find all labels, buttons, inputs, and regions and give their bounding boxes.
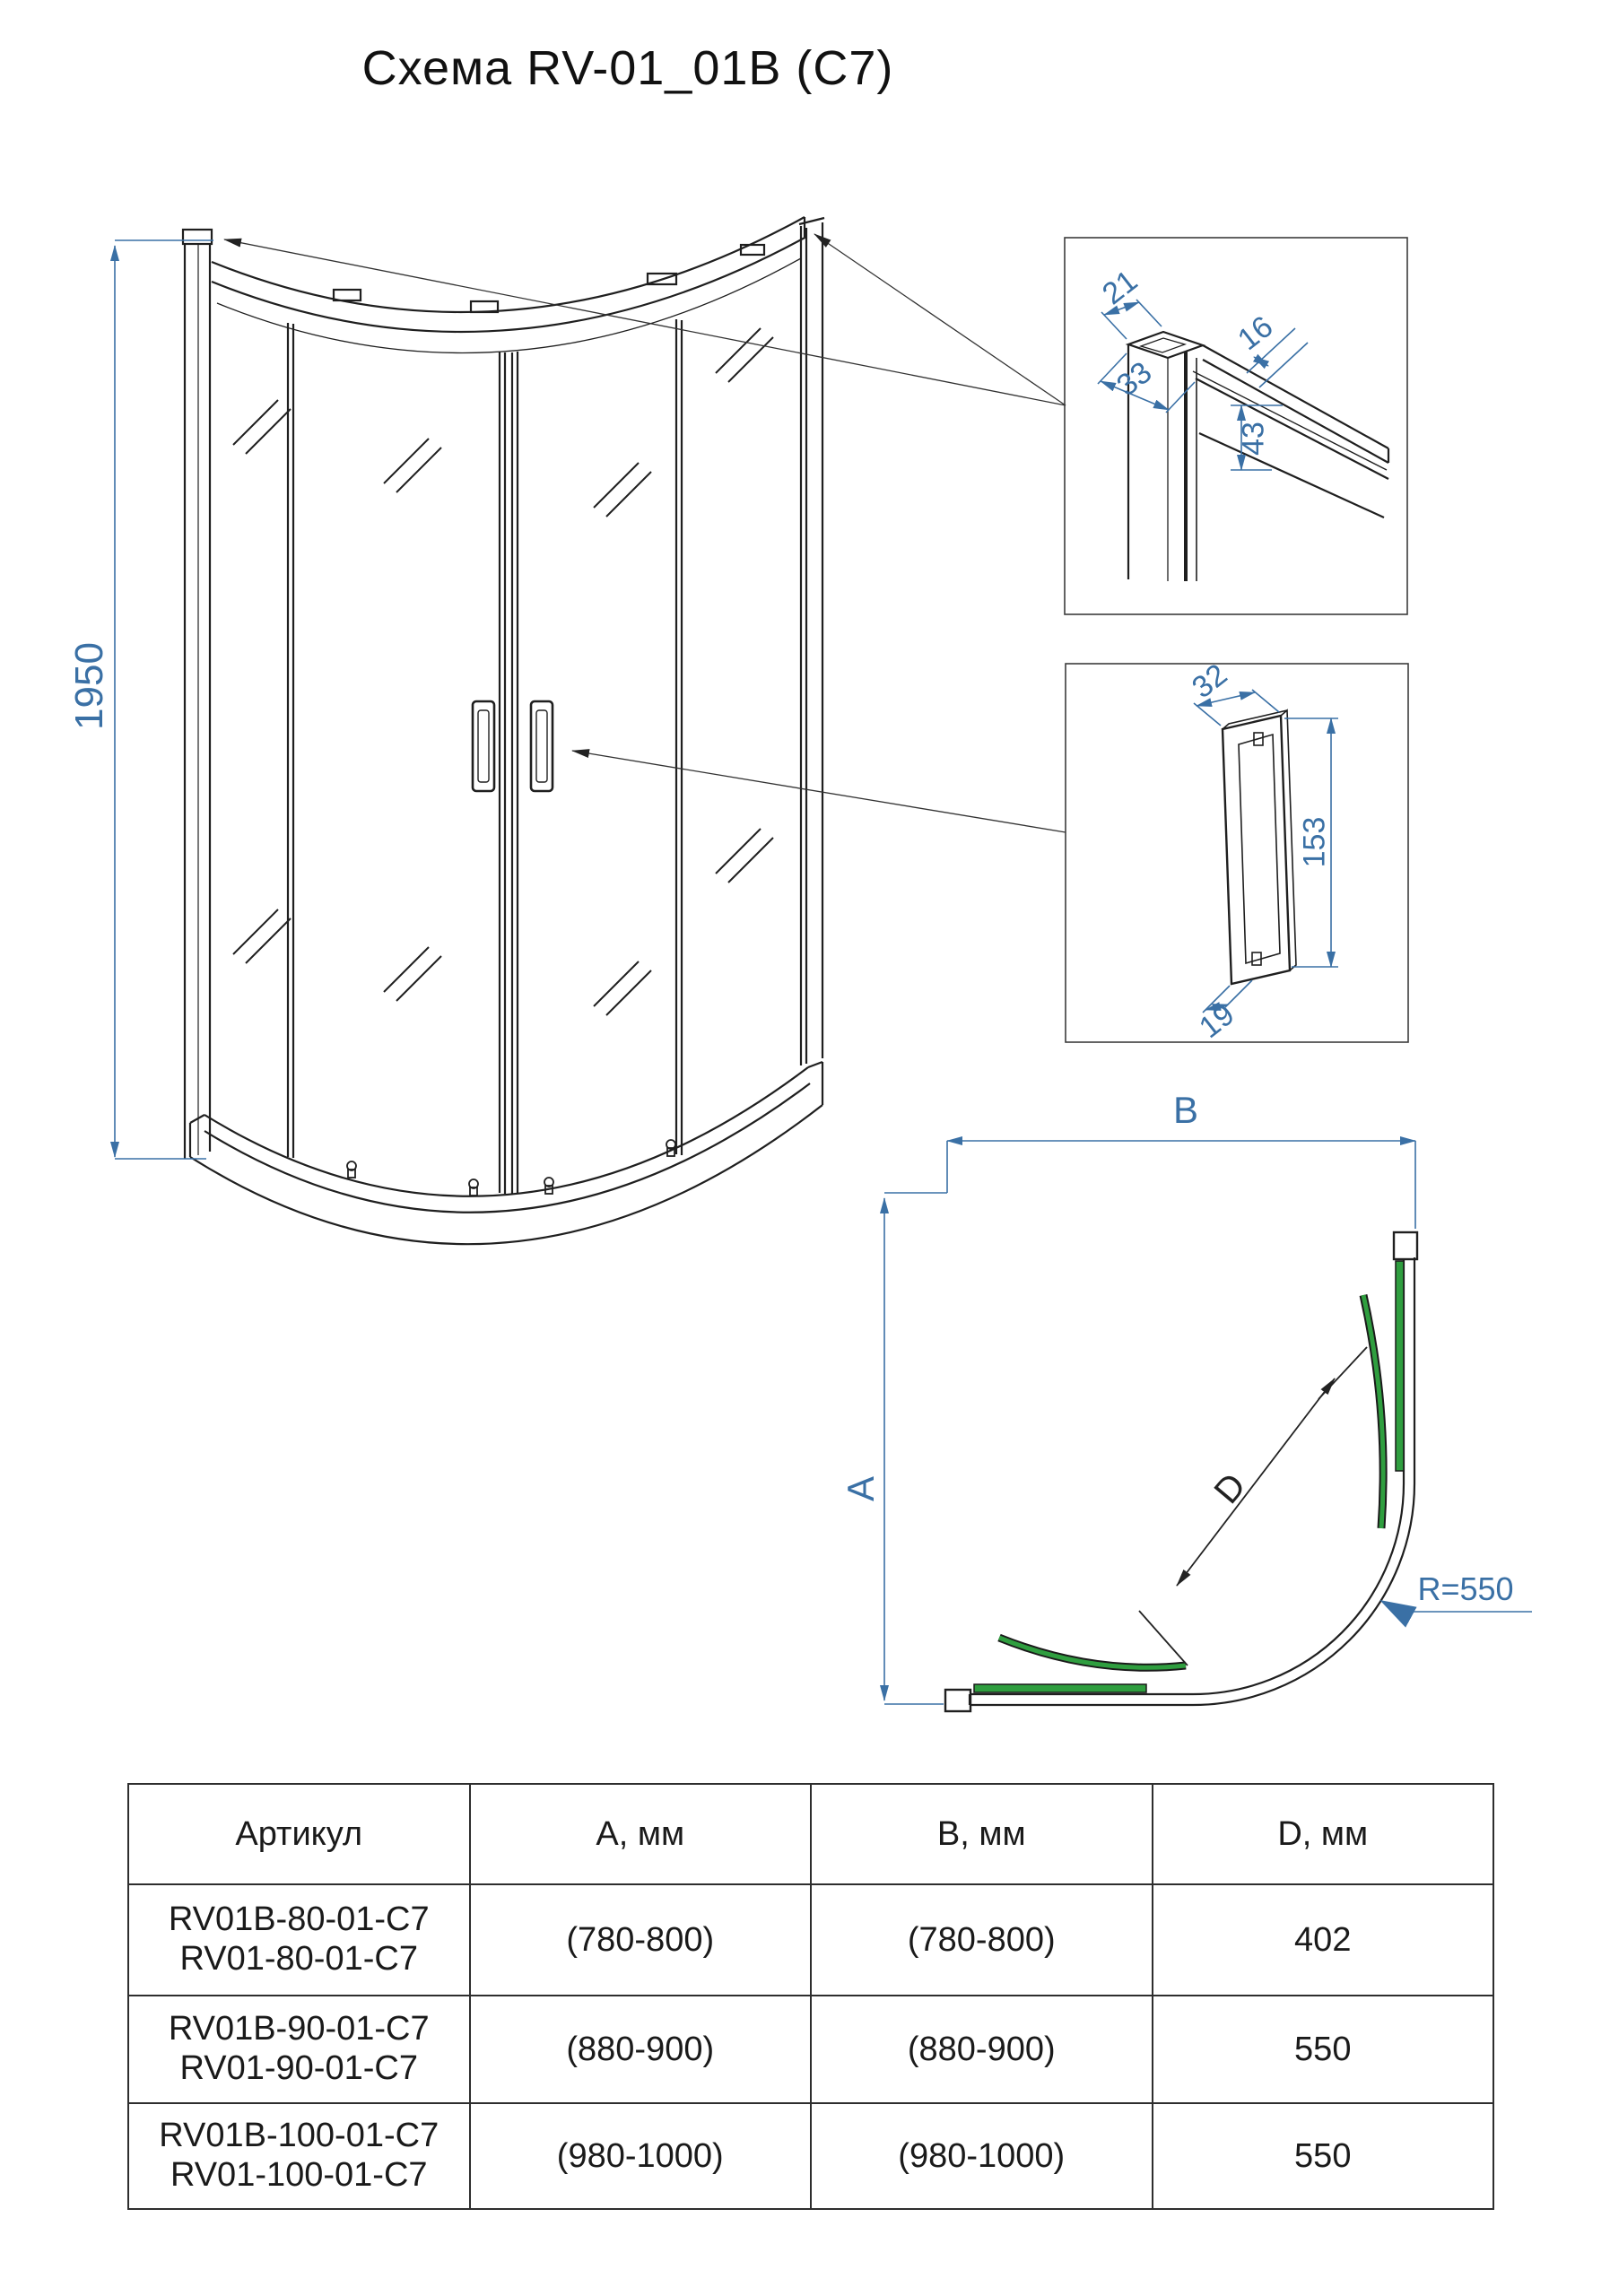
door-rollers [334, 245, 764, 312]
b-cell: (880-900) [811, 1996, 1153, 2103]
dim-153-label: 153 [1297, 816, 1332, 868]
dim-43-label: 43 [1236, 422, 1271, 456]
size-spec-table [127, 1783, 1494, 2210]
table-row [128, 2103, 1493, 2209]
dim-21-label: 21 [1096, 263, 1144, 312]
dim-33-label: 33 [1110, 354, 1159, 404]
front-view-drawing [183, 217, 824, 1244]
article-cell: RV01B-90-01-C7 RV01-90-01-C7 [128, 1996, 470, 2103]
col-header-d: D, мм [1153, 1784, 1494, 1884]
table-row [128, 1996, 1493, 2103]
table-row [128, 1884, 1493, 1996]
b-cell: (780-800) [811, 1884, 1153, 1996]
a-cell: (980-1000) [470, 2103, 812, 2209]
d-cell: 550 [1153, 2103, 1494, 2209]
a-cell: (880-900) [470, 1996, 812, 2103]
d-cell: 402 [1153, 1884, 1494, 1996]
detail-leader-lines [224, 234, 1066, 832]
article-cell: RV01B-100-01-C7 RV01-100-01-C7 [128, 2103, 470, 2209]
dim-32-label: 32 [1186, 657, 1234, 706]
plan-view-drawing [884, 1141, 1532, 1711]
table-header-row [128, 1784, 1493, 1884]
b-cell: (980-1000) [811, 2103, 1153, 2209]
col-header-article: Артикул [128, 1784, 470, 1884]
col-header-a: А, мм [470, 1784, 812, 1884]
article-cell: RV01B-80-01-C7 RV01-80-01-C7 [128, 1884, 470, 1996]
glass-panels-plan [974, 1261, 1404, 1692]
dim-b-label: B [1172, 1089, 1199, 1131]
glass-hatches [233, 328, 773, 1015]
d-cell: 550 [1153, 1996, 1494, 2103]
dim-d-label: D [1206, 1465, 1254, 1511]
page-title: Схема RV-01_01B (C7) [361, 41, 894, 95]
dim-radius-label: R=550 [1417, 1570, 1514, 1607]
col-header-b: В, мм [811, 1784, 1153, 1884]
dim-16-label: 16 [1231, 309, 1280, 358]
a-cell: (780-800) [470, 1884, 812, 1996]
dim-19-label: 19 [1193, 996, 1241, 1046]
dim-height-label: 1950 [67, 642, 111, 730]
dim-a-label: A [840, 1475, 882, 1502]
handle-detail-inset [1066, 664, 1408, 1042]
